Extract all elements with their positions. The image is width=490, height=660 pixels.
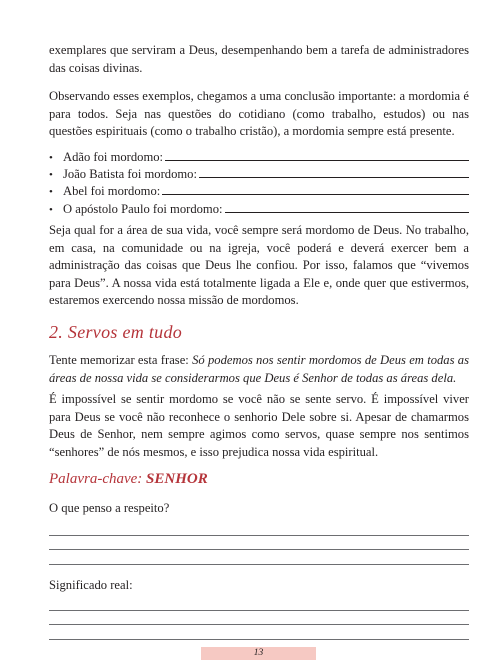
list-item-label: Adão foi mordomo: (63, 150, 164, 164)
paragraph-memorize (49, 352, 469, 387)
answer-line[interactable] (162, 182, 469, 195)
page-number-band (201, 647, 316, 660)
section-title: 2. Servos em tudo (49, 322, 183, 342)
steward-list (49, 148, 469, 217)
keyword-word: SENHOR (146, 471, 208, 487)
bullet-icon: • (49, 169, 53, 182)
writing-line[interactable] (49, 610, 469, 611)
list-item-label: João Batista foi mordomo: (63, 167, 197, 182)
paragraph-intro: exemplares que serviram a Deus, desempenhando bem a tarefa de administradores das coisas divinas. (49, 43, 469, 75)
paragraph-life: Seja qual for a área de sua vida, você sempre será mordomo de Deus. No trabalho, em casa, na comunidade ou na igreja, você poderá e deverá exercer bem a administração das coisas que Deus lhe confiou. Por isso, falamos que “vivemos para Deus”. A nossa vida está totalmente ligada a Ele e, onde quer que estivermos, estaremos exercendo nossa missão de mordomos. (49, 223, 469, 308)
writing-line[interactable] (49, 564, 469, 565)
keyword-heading (49, 471, 208, 488)
answer-line[interactable] (199, 165, 469, 178)
list-item-label: O apóstolo Paulo foi mordomo: (63, 201, 223, 216)
answer-line[interactable] (165, 148, 469, 161)
list-item (49, 165, 469, 182)
list-item (49, 182, 469, 199)
paragraph-servant: É impossível se sentir mordomo se você não se sente servo. É impossível viver para Deus se você não reconhece o senhorio Dele sobre si. Apesar de chamarmos Deus de Senhor, nem sempre agimos como servos, quase sempre nos sentimos “senhores” de nós mesmos, e isso prejudica nossa vida espiritual. (49, 392, 469, 459)
page-number: 13 (253, 648, 264, 658)
bullet-icon: • (49, 186, 53, 199)
keyword-label: Palavra-chave: (49, 471, 147, 487)
writing-line[interactable] (49, 624, 469, 625)
list-item (49, 200, 469, 217)
memorize-lead: Tente memorizar esta frase: (49, 353, 193, 367)
paragraph-examples: Observando esses exemplos, chegamos a uma conclusão importante: a mordomia é para todos. Seja nas questões do cotidiano (como trabalho, estudos) ou nas questões espirituais (como o trabalho cristão), a mordomia sempre está presente. (49, 89, 469, 139)
memorize-quote: Só podemos nos sentir mordomos de Deus em todas as áreas de nossa vida se considerarmos que Deus é Senhor de todas as áreas dela. (49, 353, 469, 385)
list-item-label: Abel foi mordomo: (63, 184, 161, 199)
question-meaning: Significado real: (49, 578, 133, 592)
bullet-icon: • (49, 203, 53, 216)
answer-line[interactable] (225, 200, 469, 213)
list-item (49, 148, 469, 165)
writing-line[interactable] (49, 535, 469, 536)
question-opinion: O que penso a respeito? (49, 501, 170, 515)
bullet-icon: • (49, 152, 53, 164)
writing-line[interactable] (49, 549, 469, 550)
writing-line[interactable] (49, 639, 469, 640)
